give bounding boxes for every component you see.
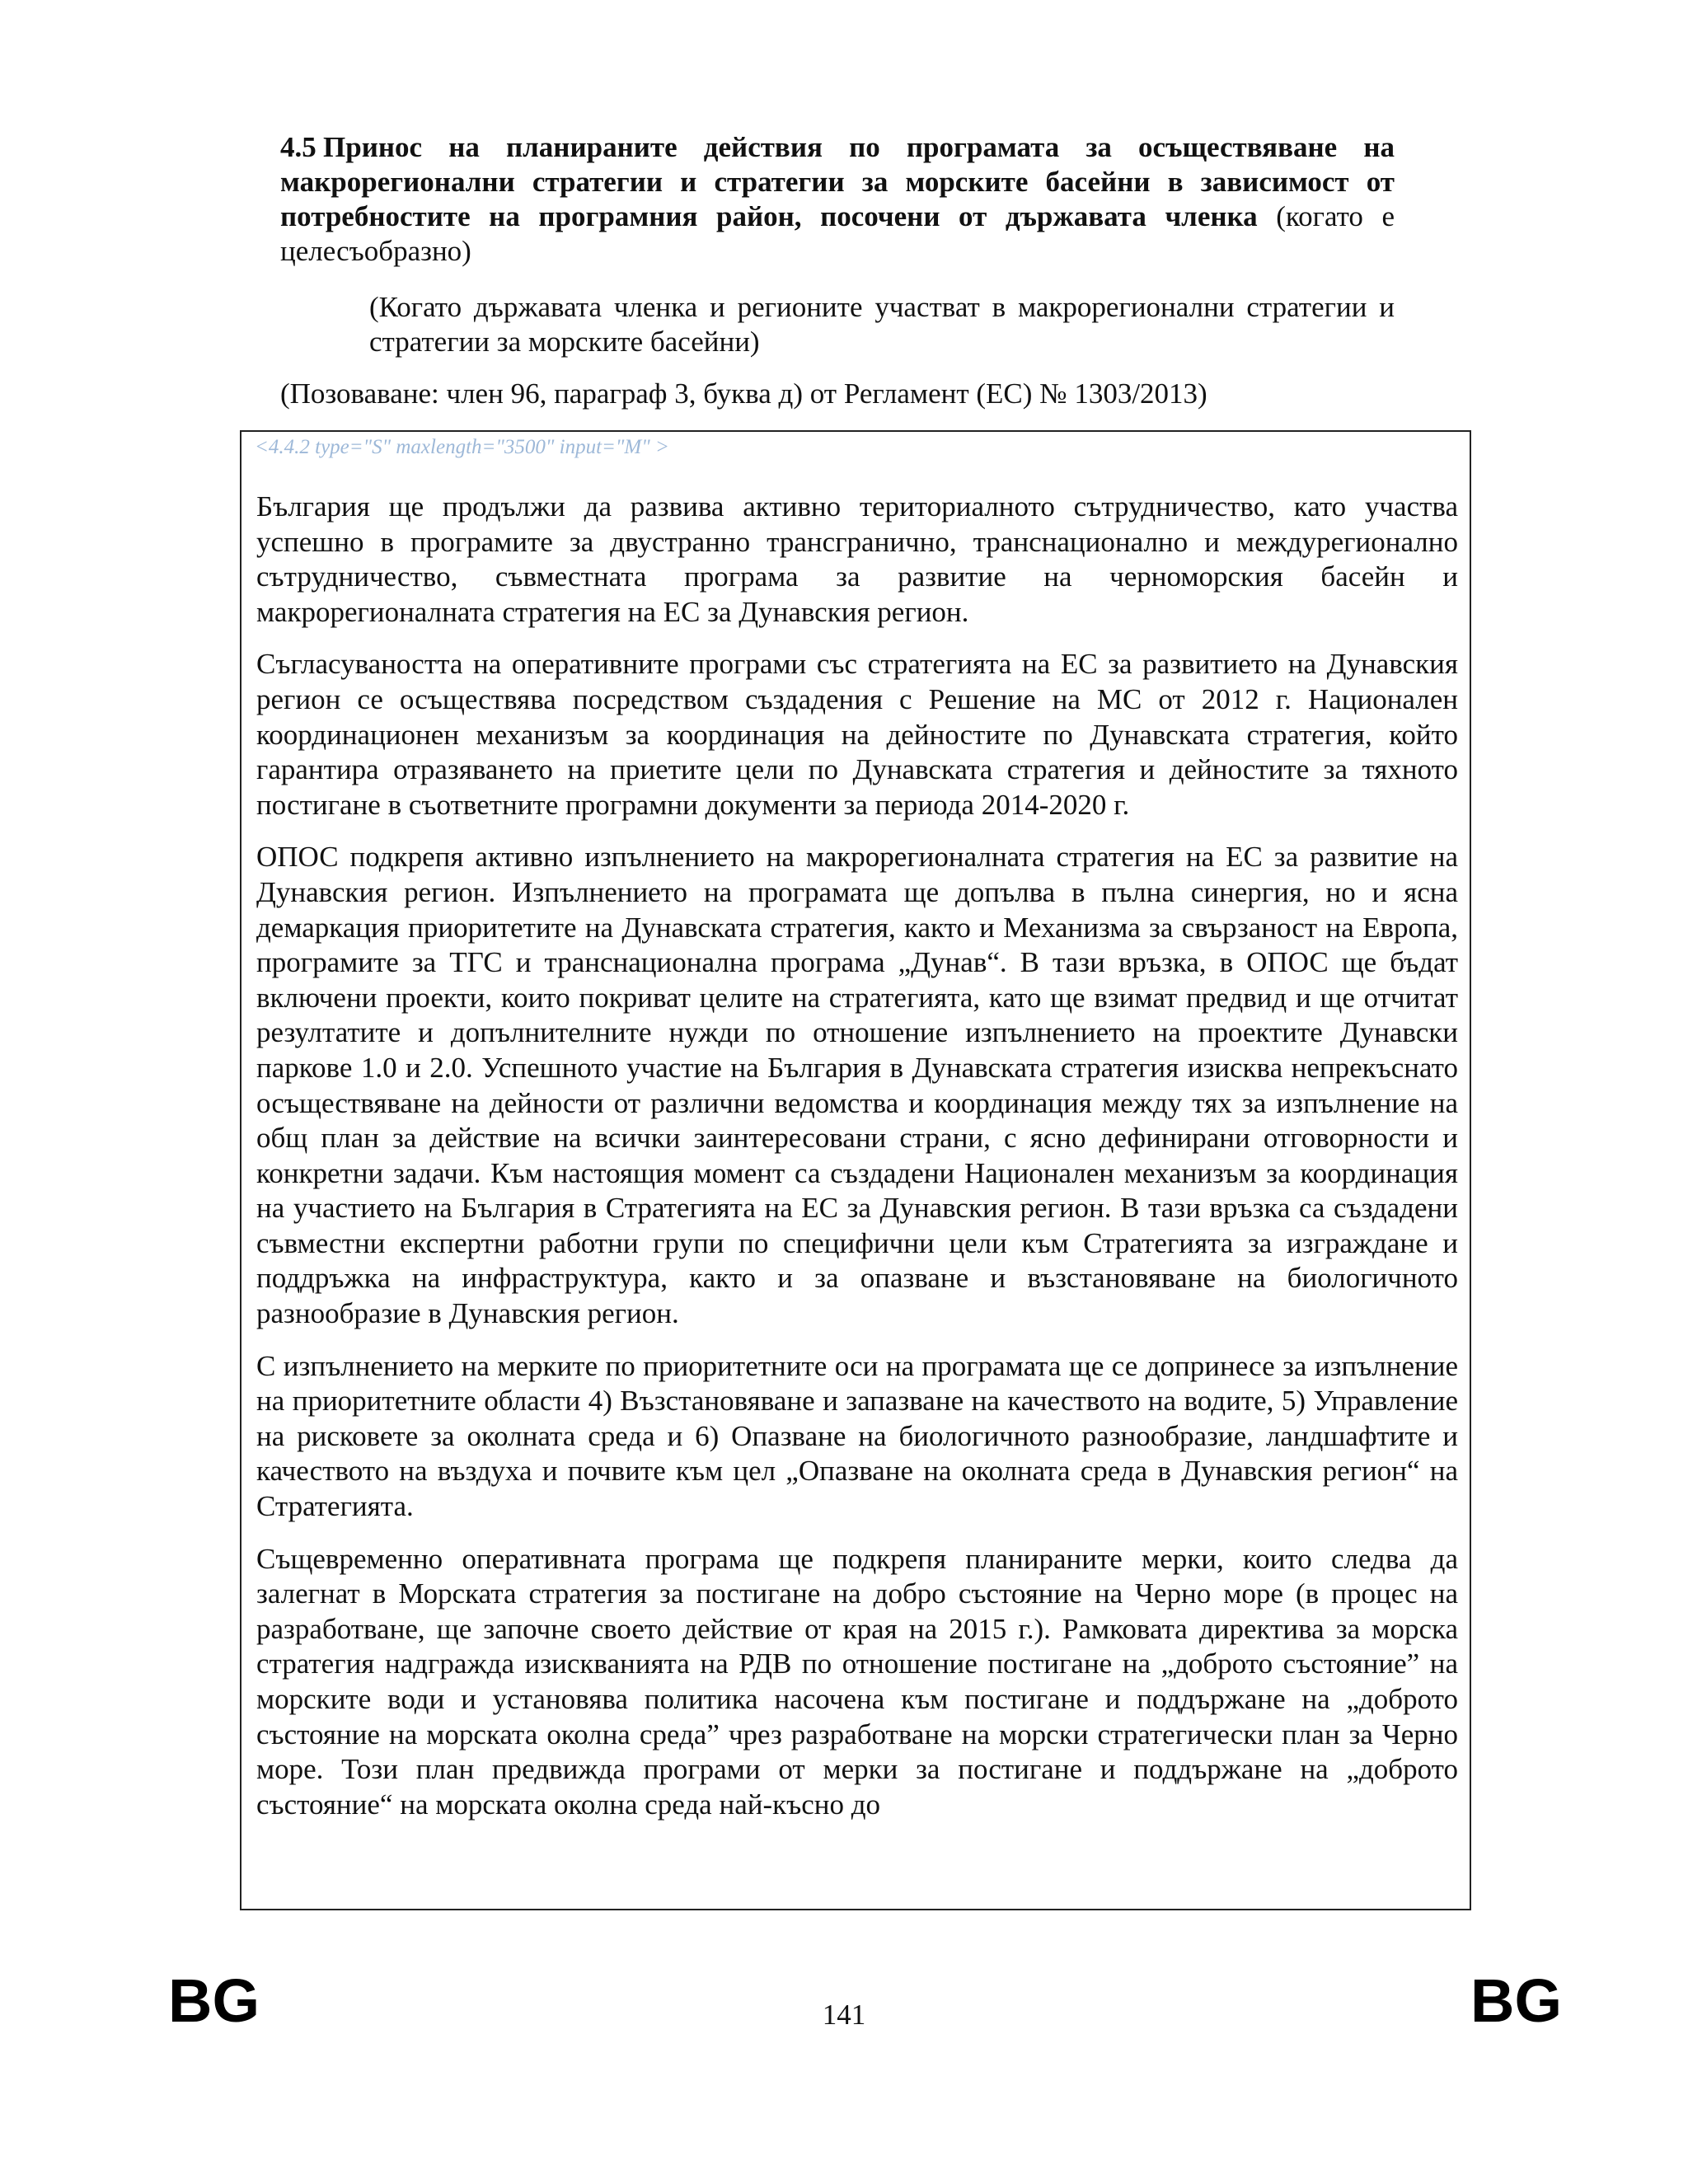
section-heading	[280, 130, 1395, 269]
paragraph: С изпълнението на мерките по приоритетните оси на програмата ще се допринесе за изпълнение на приоритетните области 4) Възстановяване и запазване на качеството на водите, 5) Управление на рисковете за околната среда и 6) Опазване на биологичното разнообразие, ландшафтите и качеството на въздуха и почвите към цел „Опазване на околната среда в Дунавския регион“ на Стратегията.	[256, 1349, 1458, 1523]
text-field-box	[240, 430, 1471, 1910]
section-title-suffix: (когато е целесъобразно)	[280, 200, 1395, 267]
paragraph: Същевременно оперативната програма ще подкрепя планираните мерки, които следва да залегнат в Морската стратегия за постигане на добро състояние на Черно море (в процес на разработване, ще започне своето действие от края на 2015 г.). Рамковата директива за морска стратегия надгражда изискванията на РДВ по отношение постигане на „доброто състояние” на морските води и установява политика насочена към постигане и поддържане на „доброто състояние на морската околна среда” чрез разработване на морски стратегически план за Черно море. Този план предвижда програми от мерки за постигане и поддържане на „доброто състояние“ на морската околна среда най-късно до	[256, 1542, 1458, 1821]
paragraph: ОПОС подкрепя активно изпълнението на макрорегионалната стратегия на ЕС за развитие на Дунавския регион. Изпълнението на програмата ще допълва в пълна синергия, но и ясна демаркация приоритетите на Дунавската стратегия, както и Механизма за свързаност на Европа, програмите за ТГС и транснационална програма „Дунав“. В тази връзка, в ОПОС ще бъдат включени проекти, които покриват целите на стратегията, като ще взимат предвид и ще отчитат резултатите и допълнителните нужди по отношение изпълнението на проектите Дунавски паркове 1.0 и 2.0. Успешното участие на България в Дунавската стратегия изисква непрекъснато осъществяване на дейности от различни ведомства и координация между тях за изпълнение на общ план за действие на всички заинтересовани страни, с ясно дефинирани отговорности и конкретни задачи. Към настоящия момент са създадени Национален механизъм за координация на участието на България в Стратегията на ЕС за Дунавския регион. В тази връзка са създадени съвместни експертни работни групи по специфични цели към Стратегията за изграждане и поддръжка на инфраструктура, както и за опазване и възстановяване на биологичното разнообразие в Дунавския регион.	[256, 841, 1458, 1330]
regulation-reference: (Позоваване: член 96, параграф 3, буква д) от Регламент (ЕС) № 1303/2013)	[280, 377, 1207, 410]
paragraph: Съгласуваността на оперативните програми със стратегията на ЕС за развитието на Дунавския регион се осъществява посредством създадения с Решение на МС от 2012 г. Национален координационен механизъм за координация на дейностите по Дунавската стратегия, който гарантира отразяването на приетите цели по Дунавската стратегия и дейностите за тяхното постигане в съответните програмни документи за периода 2014-2020 г.	[256, 648, 1458, 821]
section-title: Принос на планираните действия по програмата за осъществяване на макрорегионални стратегии и стратегии за морските басейни в зависимост от потребностите на програмния район, посочени от държавата членка	[280, 131, 1395, 232]
page-number: 141	[822, 1999, 866, 2031]
language-label-right: BG	[1470, 1966, 1562, 2035]
section-number: 4.5	[280, 131, 316, 163]
section-note: (Когато държавата членка и регионите участват в макрорегионални стратегии и стратегии за морските басейни)	[369, 291, 1395, 358]
language-label-left: BG	[168, 1966, 260, 2035]
paragraph: България ще продължи да развива активно териториалното сътрудничество, като участва успешно в програмите за двустранно трансгранично, транснационално и междурегионално сътрудничество, съвместната програма за развитие на черноморския басейн и макрорегионалната стратегия на ЕС за Дунавския регион.	[256, 490, 1458, 628]
text-field-content	[256, 490, 1458, 1840]
field-tag: <4.4.2 type="S" maxlength="3500" input="M" >	[255, 436, 669, 458]
